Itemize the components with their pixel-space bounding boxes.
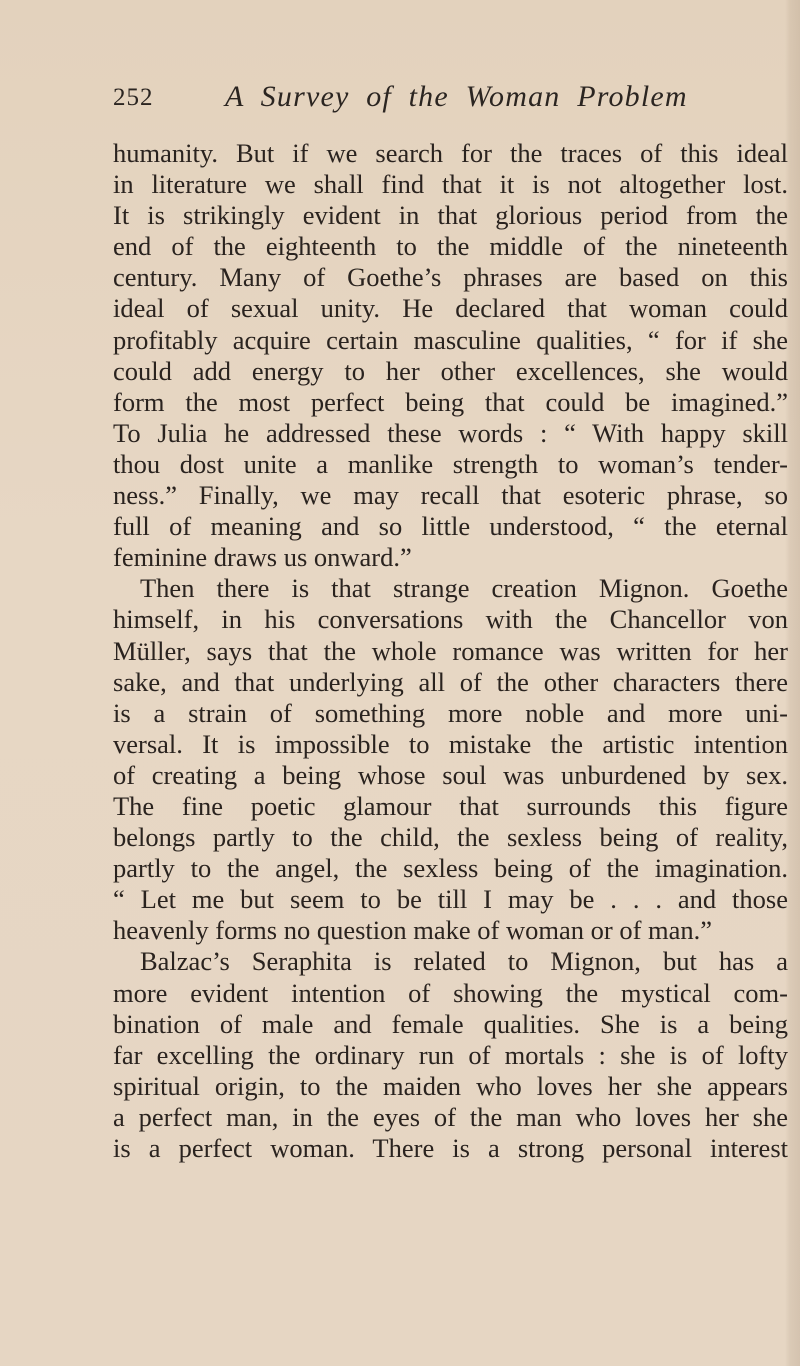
running-title: A Survey of the Woman Problem [225,80,688,113]
text-line: The fine poetic glamour that surrounds this figure [113,790,788,821]
text-line: form the most perfect being that could be imagined.” [113,386,788,417]
text-line: in literature we shall find that it is not altogether lost. [113,169,788,200]
text-line: a perfect man, in the eyes of the man who loves her she [113,1101,788,1132]
text-line: could add energy to her other excellences, she would [113,355,788,386]
page-number: 252 [113,84,154,111]
text-line: is a strain of something more noble and more uni- [113,697,788,728]
text-line: It is strikingly evident in that glorious period from the [113,200,788,231]
text-line: himself, in his conversations with the Chancellor von [113,604,788,635]
text-line: century. Many of Goethe’s phrases are based on this [113,262,788,293]
text-line: belongs partly to the child, the sexless being of reality, [113,822,788,853]
body-text [113,138,788,1164]
text-line: partly to the angel, the sexless being of the imagination. [113,853,788,884]
text-line: thou dost unite a manlike strength to woman’s tender- [113,448,788,479]
text-line: spiritual origin, to the maiden who loves her she appears [113,1070,788,1101]
text-line: sake, and that underlying all of the other characters there [113,666,788,697]
text-line: full of meaning and so little understood, “ the eternal [113,511,788,542]
text-line: bination of male and female qualities. She is a being [113,1008,788,1039]
text-line: ideal of sexual unity. He declared that woman could [113,293,788,324]
paragraph-end-line: feminine draws us onward.” [113,542,412,573]
text-line: far excelling the ordinary run of mortals : she is of lofty [113,1039,788,1070]
text-line: end of the eighteenth to the middle of the nineteenth [113,231,788,262]
text-line: To Julia he addressed these words : “ With happy skill [113,417,788,448]
paragraph-start-line: Then there is that strange creation Mignon. Goethe [140,573,788,604]
text-line: is a perfect woman. There is a strong personal interest [113,1133,788,1163]
running-head [113,80,793,120]
text-line: ness.” Finally, we may recall that esoteric phrase, so [113,480,788,511]
paragraph-start-line: Balzac’s Seraphita is related to Mignon, but has a [140,946,788,977]
text-line: profitably acquire certain masculine qualities, “ for if she [113,324,788,355]
text-line: versal. It is impossible to mistake the artistic intention [113,728,788,759]
text-line: more evident intention of showing the mystical com- [113,977,788,1008]
paragraph-end-line: heavenly forms no question make of woman or of man.” [113,915,713,946]
text-line: humanity. But if we search for the traces of this ideal [113,138,788,168]
text-line: of creating a being whose soul was unburdened by sex. [113,759,788,790]
text-line: Müller, says that the whole romance was written for her [113,635,788,666]
text-line: “ Let me but seem to be till I may be . . . and those [113,884,788,915]
